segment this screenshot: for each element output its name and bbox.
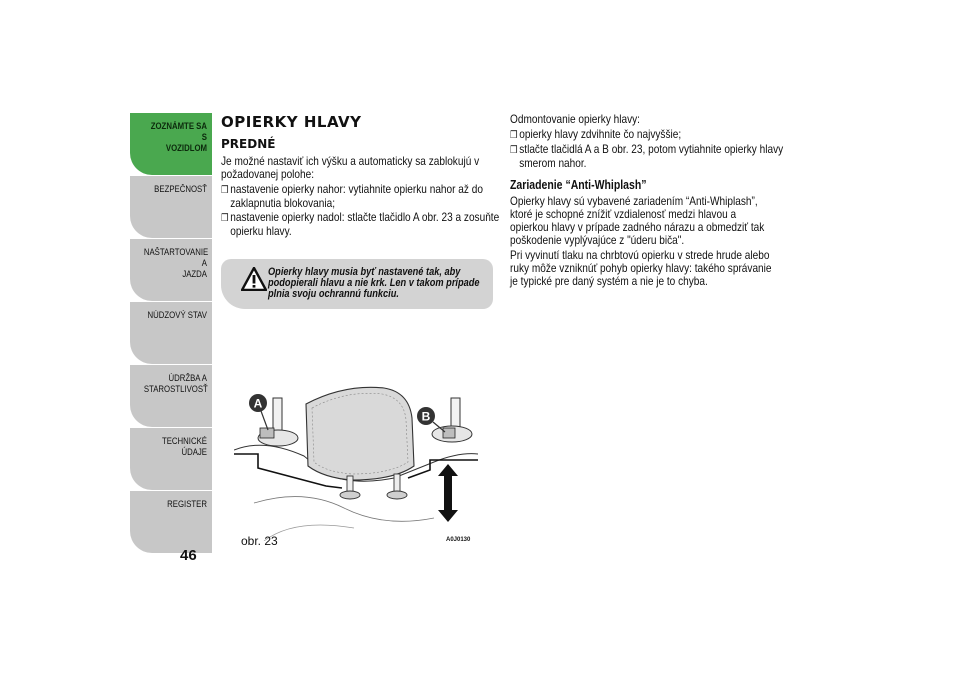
chapter-sidebar [130, 113, 212, 554]
tab-label: TECHNICKÉ ÚDAJE [161, 436, 207, 458]
anti-whiplash-paragraph-2: Pri vyvinutí tlaku na chrbtovú opierku v strede hrude alebo ruky môže vzniknúť pohyb opierky hlavy: takého správanie je typické pre daný systém a nie je to chyba. [510, 248, 772, 288]
anti-whiplash-heading: Zariadenie “Anti-Whiplash” [510, 178, 647, 192]
list-item [510, 128, 784, 142]
bullet-mark: ❒ [221, 213, 229, 224]
removal-intro: Odmontovanie opierky hlavy: [510, 112, 640, 126]
callout-b: B [421, 409, 431, 424]
tab-label: BEZPEČNOSŤ [154, 184, 207, 195]
tab-label: REGISTER [167, 499, 207, 510]
tab-technicke-udaje[interactable] [130, 428, 212, 490]
warning-text: Opierky hlavy musia byť nastavené tak, aby podopierali hlavu a nie krk. Len v takom prípade plnia svoju ochrannú funkciu. [268, 266, 480, 300]
section-subtitle: PREDNÉ [221, 137, 276, 151]
tab-zoznamte-sa-s-vozidlom[interactable] [130, 113, 212, 175]
tab-nudzovy-stav[interactable] [130, 302, 212, 364]
figure-code: A0J0130 [446, 537, 471, 543]
figure-caption: obr. 23 [241, 534, 278, 548]
left-column [221, 113, 500, 239]
list-item [510, 143, 784, 170]
tab-label: NÚDZOVÝ STAV [147, 310, 207, 321]
tab-bezpecnost[interactable] [130, 176, 212, 238]
bullet-mark: ❒ [510, 145, 518, 156]
bullet-text: nastavenie opierky nadol: stlačte tlačidlo A obr. 23 a zosuňte opierku hlavy. [230, 210, 500, 238]
bullet-mark: ❒ [510, 130, 518, 141]
page-title: OPIERKY HLAVY [221, 113, 362, 131]
right-column [510, 112, 784, 290]
tab-label: ZOZNÁMTE SA S VOZIDLOM [150, 121, 207, 154]
intro-paragraph: Je možné nastaviť ich výšku a automaticky sa zablokujú v požadovanej polohe: [221, 154, 480, 181]
list-item [221, 211, 502, 238]
callout-a: A [253, 396, 263, 411]
list-item [221, 183, 502, 210]
bullet-mark: ❒ [221, 185, 229, 196]
tab-register[interactable] [130, 491, 212, 553]
tab-label: NAŠTARTOVANIE A JAZDA [143, 247, 209, 280]
tab-label: ÚDRŽBA A STAROSTLIVOSŤ [143, 373, 208, 395]
bullet-text: nastavenie opierky nahor: vytiahnite opierku nahor až do zaklapnutia blokovania; [230, 182, 483, 210]
warning-triangle-icon [241, 267, 267, 291]
headrest-illustration [234, 378, 478, 541]
bullet-text: opierky hlavy zdvihnite čo najvyššie; [519, 127, 682, 141]
tab-udrzba-a-starostlivost[interactable] [130, 365, 212, 427]
bullet-text: stlačte tlačidlá A a B obr. 23, potom vytiahnite opierky hlavy smerom nahor. [519, 142, 784, 170]
tab-nastartovanie-a-jazda[interactable] [130, 239, 212, 301]
anti-whiplash-paragraph: Opierky hlavy sú vybavené zariadením “Anti-Whiplash”, ktoré je schopné znížiť vzdialenosť medzi hlavou a opierkou hlavy v prípade zadného nárazu a obmedziť tak poškodenie vyplývajúce z "úderu biča". [510, 194, 765, 247]
page-number: 46 [180, 547, 197, 564]
warning-box [221, 259, 493, 309]
